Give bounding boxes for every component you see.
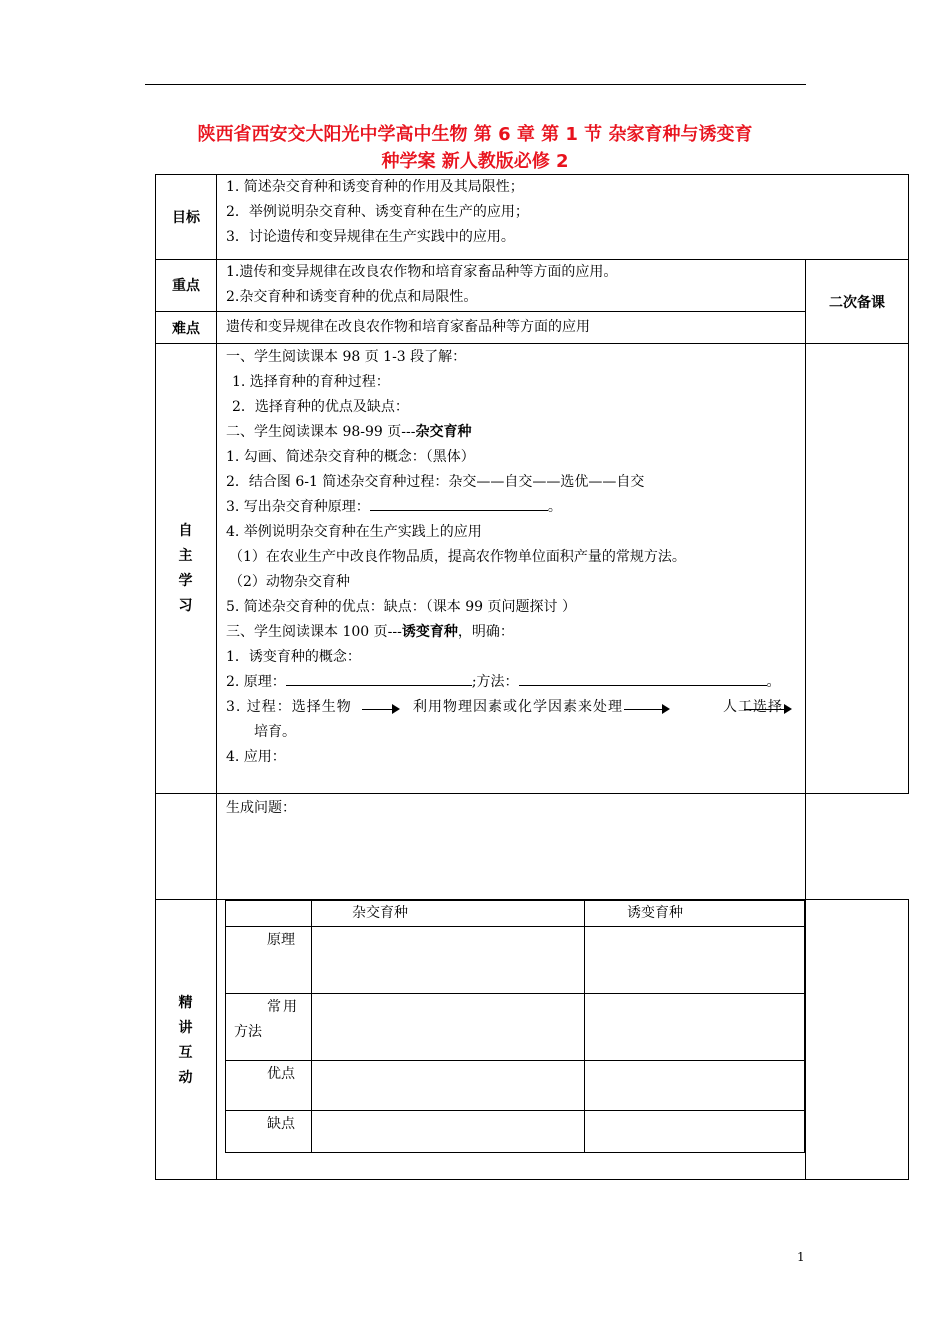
self-study-side-cell xyxy=(805,343,909,794)
self-study-line: 1. 勾画、简述杂交育种的概念：（黑体） xyxy=(226,449,475,465)
title-line-2: 种学案 新人教版必修 2 xyxy=(381,151,569,172)
table-cell xyxy=(584,900,805,927)
table-cell xyxy=(584,1060,805,1111)
key-label: 重点 xyxy=(172,278,200,294)
arrow-icon xyxy=(624,709,668,710)
goal-label: 目标 xyxy=(172,210,200,226)
self-study-line: 2．选择育种的优点及缺点： xyxy=(232,399,409,415)
self-study-line: 5. 简述杂交育种的优点：缺点：（课本 99 页问题探讨 ） xyxy=(226,599,576,615)
process-step-1: 3. 过程：选择生物 xyxy=(226,699,352,715)
self-study-line: 4. 应用： xyxy=(226,749,286,765)
blank-line xyxy=(286,672,472,686)
difficult-label: 难点 xyxy=(172,321,200,337)
process-step-2: 利用物理因素或化学因素来处理 xyxy=(413,699,623,715)
blank-line xyxy=(519,672,767,686)
goal-item-2: 2．举例说明杂交育种、诱变育种在生产的应用； xyxy=(226,204,529,220)
self-study-line: （2）动物杂交育种 xyxy=(229,574,350,590)
goal-item-1: 1. 简述杂交育种和诱变育种的作用及其局限性； xyxy=(226,179,524,195)
self-study-line: 二、学生阅读课本 98-99 页---杂交育种 xyxy=(226,424,472,440)
self-study-label: 自 主 学 习 xyxy=(178,523,193,614)
self-study-line: 1．诱变育种的概念： xyxy=(226,649,361,665)
self-study-line: 一、学生阅读课本 98 页 1-3 段了解： xyxy=(226,349,467,365)
side-label: 二次备课 xyxy=(829,295,885,311)
page-number: 1 xyxy=(797,1250,805,1264)
title-line-1: 陕西省西安交大阳光中学高中生物 第 6 章 第 1 节 杂家育种与诱变育 xyxy=(197,124,753,145)
goal-item-3: 3．讨论遗传和变异规律在生产实践中的应用。 xyxy=(226,229,515,245)
hybrid-breeding-heading: 杂交育种 xyxy=(415,424,472,440)
table-row-method-2: 方法 xyxy=(234,1024,262,1040)
arrow-icon xyxy=(362,709,398,710)
table-row-method-1: 常用 xyxy=(267,999,299,1015)
table-cell xyxy=(584,926,805,994)
table-cell xyxy=(225,900,312,927)
self-study-line: 3. 写出杂交育种原理： 。 xyxy=(226,499,562,515)
lecture-label: 精 讲 互 动 xyxy=(178,995,193,1086)
table-cell xyxy=(311,1060,585,1111)
blank-line xyxy=(370,497,548,511)
self-study-line: 培育。 xyxy=(254,724,296,740)
arrow-icon xyxy=(744,709,790,710)
questions-text: 生成问题： xyxy=(226,800,296,816)
document-title xyxy=(140,121,810,175)
self-study-line: （1）在农业生产中改良作物品质，提高农作物单位面积产量的常规方法。 xyxy=(229,549,686,565)
table-header-mutation: 诱变育种 xyxy=(627,905,683,921)
self-study-line: 2. 原理： ;方法： 。 xyxy=(226,674,781,690)
difficult-text: 遗传和变异规律在改良农作物和培育家畜品种等方面的应用 xyxy=(226,319,590,335)
table-cell xyxy=(311,993,585,1061)
questions-content-cell xyxy=(216,793,806,900)
table-cell xyxy=(584,993,805,1061)
self-study-line: 1. 选择育种的育种过程： xyxy=(232,374,390,390)
mutation-breeding-heading: 诱变育种 xyxy=(401,624,458,640)
table-row-advantage: 优点 xyxy=(267,1066,295,1082)
process-step-3: 人工选择 xyxy=(723,699,783,715)
questions-label-cell xyxy=(155,793,217,900)
self-study-line: 2．结合图 6-1 简述杂交育种过程：杂交——自交——选优——自交 xyxy=(226,474,645,490)
table-cell xyxy=(311,1110,585,1153)
lecture-side-cell xyxy=(805,899,909,1180)
key-item-1: 1.遗传和变异规律在改良农作物和培育家畜品种等方面的应用。 xyxy=(226,264,618,280)
table-cell xyxy=(584,1110,805,1153)
table-row-principle: 原理 xyxy=(267,932,295,948)
header-rule xyxy=(145,84,806,85)
key-item-2: 2.杂交育种和诱变育种的优点和局限性。 xyxy=(226,289,478,305)
self-study-line: 4. 举例说明杂交育种在生产实践上的应用 xyxy=(226,524,482,540)
table-header-hybrid: 杂交育种 xyxy=(352,905,408,921)
self-study-line: 三、学生阅读课本 100 页---诱变育种，明确： xyxy=(226,624,514,640)
table-cell xyxy=(311,926,585,994)
table-row-disadvantage: 缺点 xyxy=(267,1116,295,1132)
